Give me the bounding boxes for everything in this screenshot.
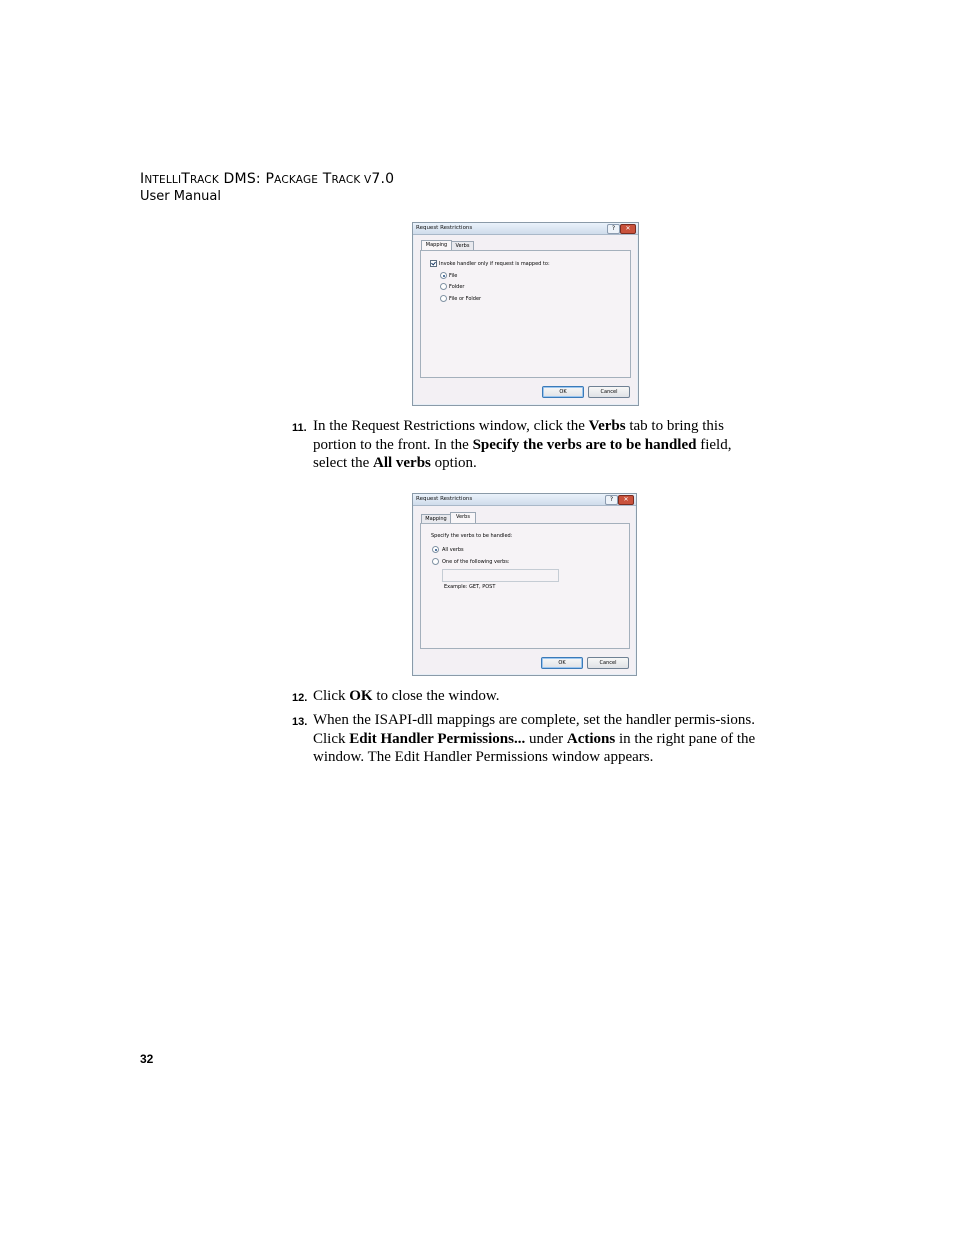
close-icon[interactable]: ✕ — [618, 495, 634, 505]
invoke-handler-checkbox[interactable] — [430, 260, 437, 267]
help-icon[interactable]: ? — [607, 224, 620, 234]
document-subtitle: User Manual — [140, 189, 222, 204]
step-number: 12. — [292, 692, 308, 704]
step-13 — [292, 711, 762, 767]
radio-folder[interactable] — [440, 283, 447, 290]
document-title: INTELLITRACK DMS: PACKAGE TRACK V7.0 — [140, 171, 395, 187]
dialog-title: Request Restrictions — [416, 496, 473, 502]
radio-all-verbs[interactable] — [432, 546, 439, 553]
tab-verbs[interactable]: Verbs — [450, 512, 476, 523]
step-number: 13. — [292, 716, 308, 728]
step-number: 11. — [292, 422, 307, 434]
help-icon[interactable]: ? — [605, 495, 618, 505]
radio-following-verbs[interactable] — [432, 558, 439, 565]
cancel-button[interactable]: Cancel — [587, 657, 629, 669]
request-restrictions-dialog-mapping — [412, 222, 639, 406]
ok-button[interactable]: OK — [541, 657, 583, 669]
step-text: Click OK to close the window. — [313, 688, 500, 704]
radio-file-or-folder-label: File or Folder — [449, 296, 482, 302]
verbs-example: Example: GET, POST — [444, 584, 496, 590]
step-11 — [292, 417, 762, 473]
radio-folder-label: Folder — [449, 284, 465, 290]
radio-file[interactable] — [440, 272, 447, 279]
step-text: When the ISAPI-dll mappings are complete, set the handler permis-sions. Click Edit Handler Permissions... under Actions in the right pane of the window. The Edit Handler Permissions window appears. — [313, 712, 756, 765]
verbs-input[interactable] — [442, 569, 559, 582]
radio-following-verbs-label: One of the following verbs: — [442, 559, 510, 565]
request-restrictions-dialog-verbs — [412, 493, 637, 676]
ok-button[interactable]: OK — [542, 386, 584, 398]
radio-all-verbs-label: All verbs — [442, 547, 464, 553]
radio-file-or-folder[interactable] — [440, 295, 447, 302]
verbs-heading: Specify the verbs to be handled: — [431, 533, 513, 539]
dialog-title-bar — [413, 494, 636, 506]
tab-mapping[interactable]: Mapping — [421, 514, 451, 523]
tab-mapping[interactable]: Mapping — [421, 240, 452, 250]
radio-file-label: File — [449, 273, 458, 279]
page-number: 32 — [140, 1052, 154, 1066]
close-icon[interactable]: ✕ — [620, 224, 636, 234]
dialog-title-bar — [413, 223, 638, 235]
tab-verbs[interactable]: Verbs — [451, 241, 474, 250]
step-text: In the Request Restrictions window, click the Verbs tab to bring this portion to the front. In the Specify the verbs are to be handled field, select the All verbs option. — [313, 418, 732, 471]
invoke-handler-label: Invoke handler only if request is mapped to: — [439, 261, 550, 267]
dialog-title: Request Restrictions — [416, 225, 473, 231]
running-header — [140, 171, 394, 205]
mapping-panel — [420, 250, 631, 378]
cancel-button[interactable]: Cancel — [588, 386, 630, 398]
step-12 — [292, 687, 762, 706]
